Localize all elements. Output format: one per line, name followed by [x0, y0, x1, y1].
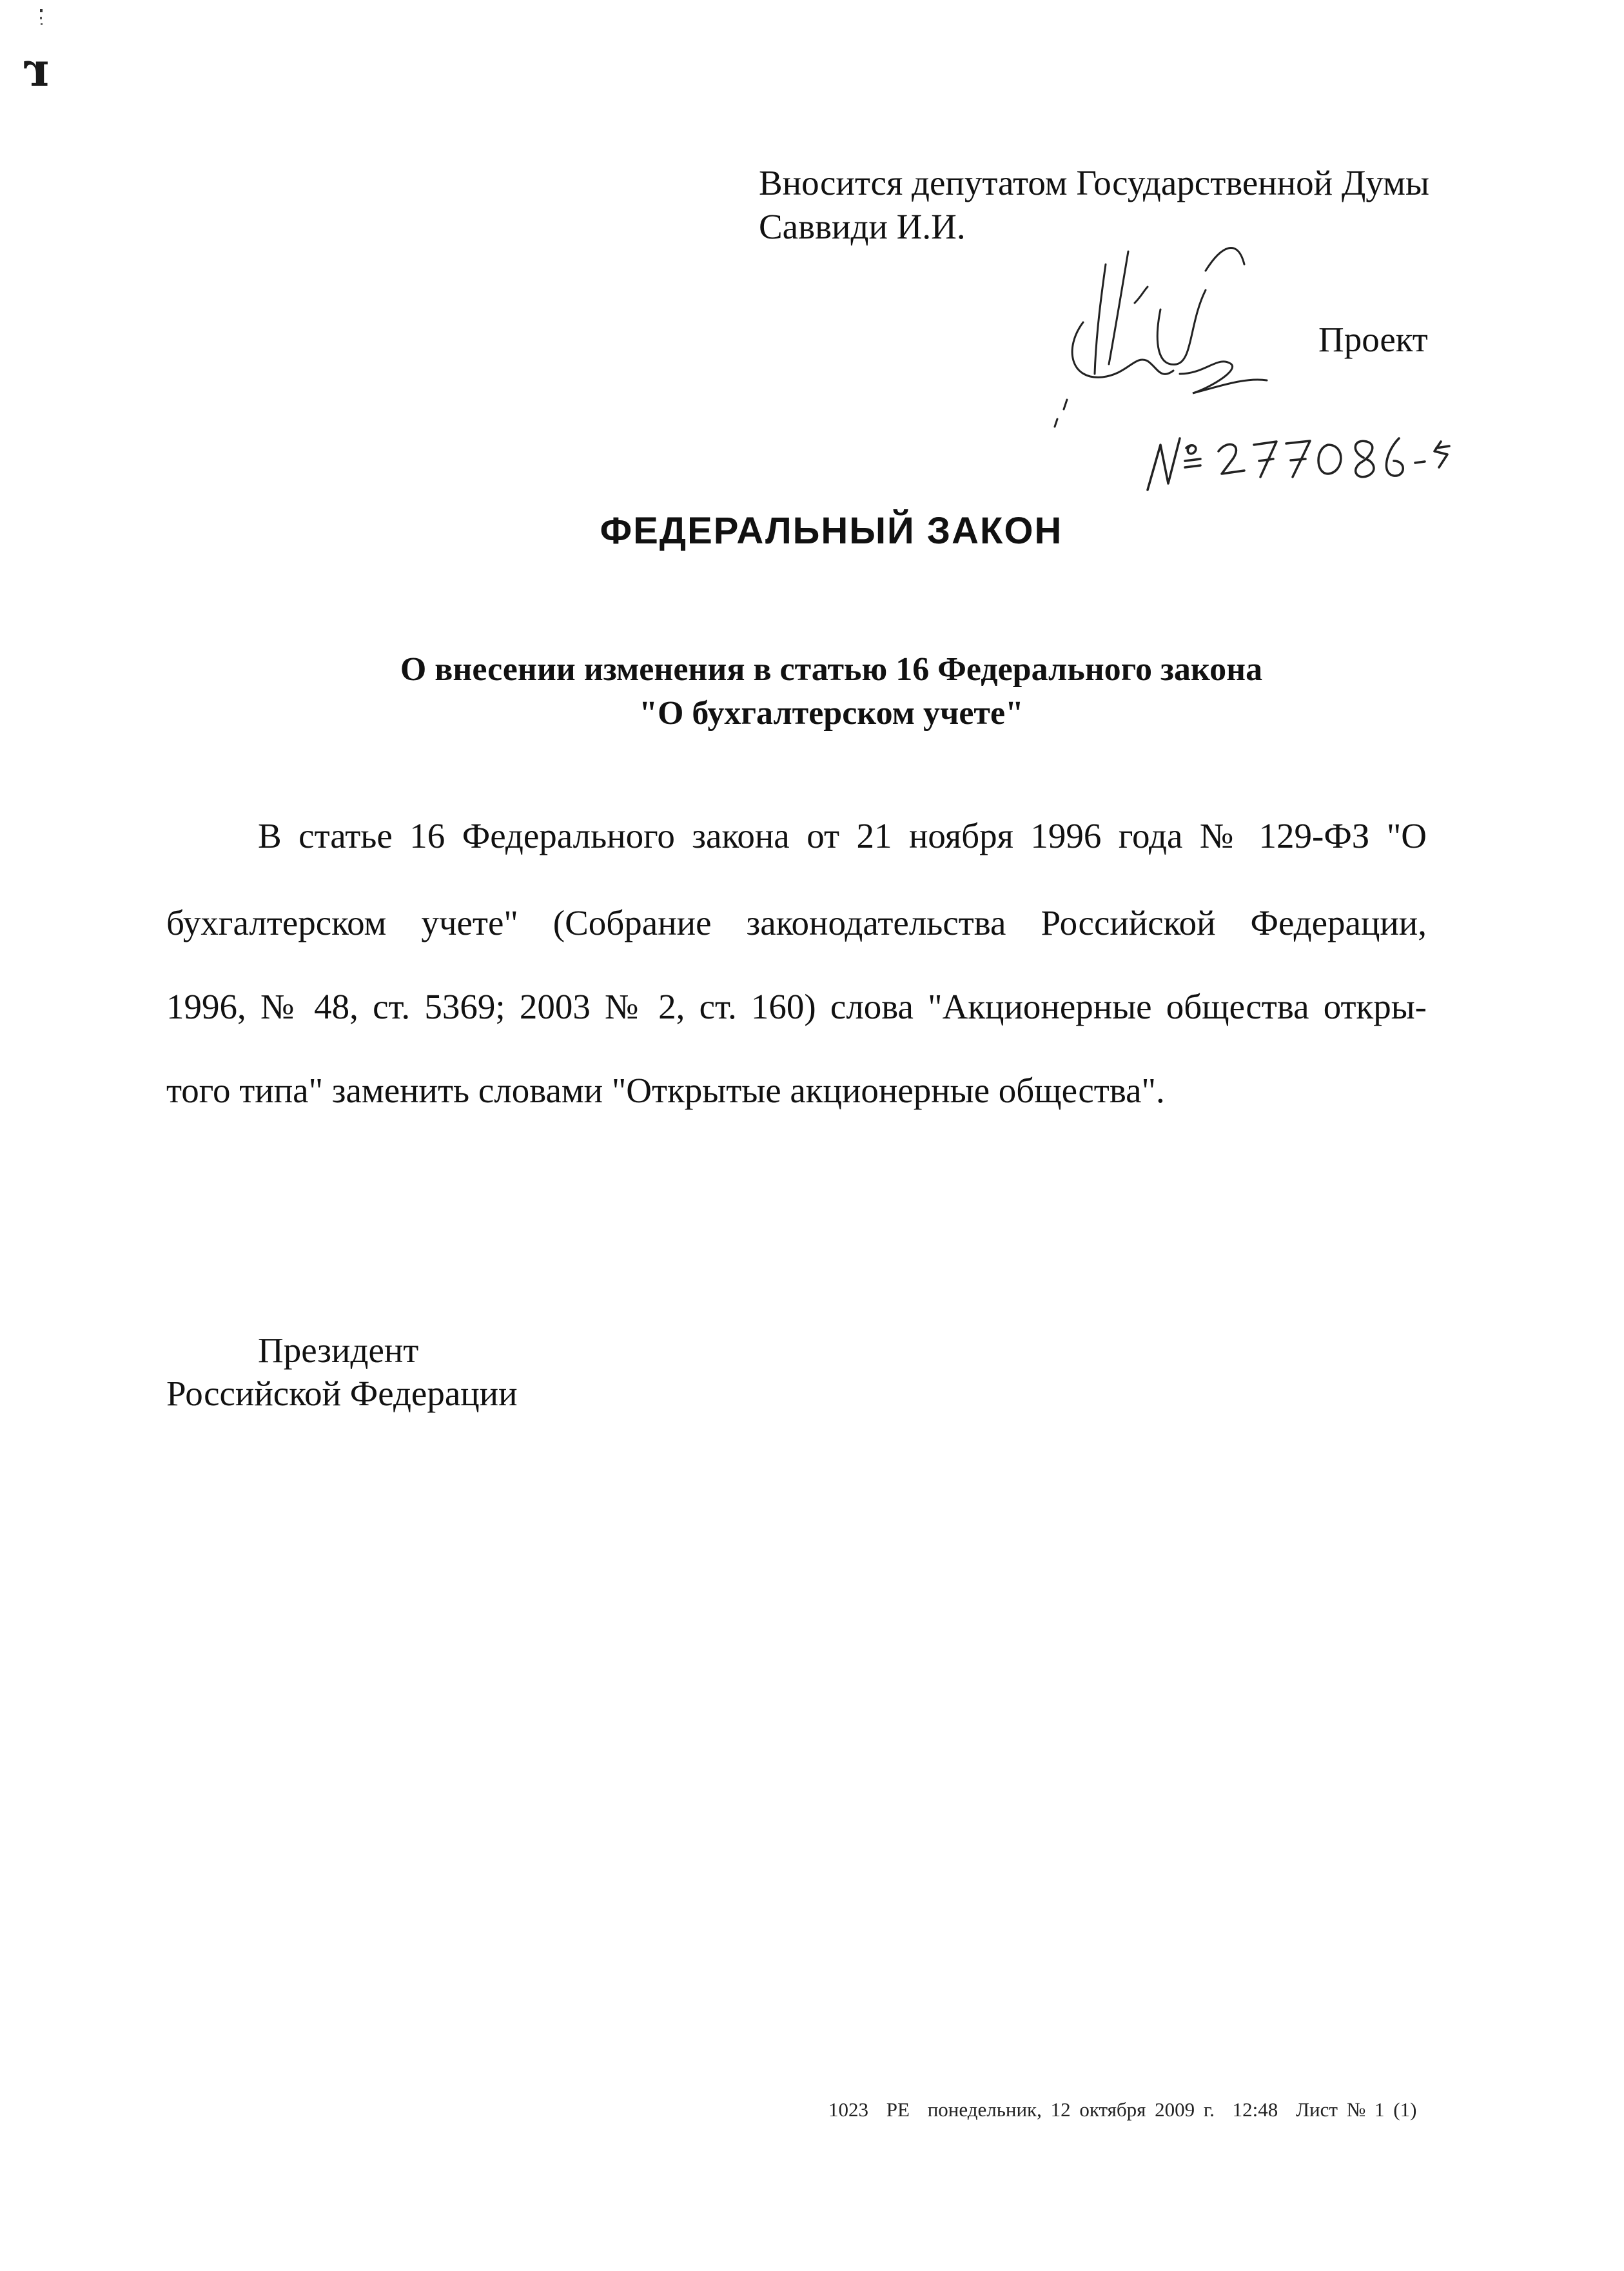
footer-sheet: Лист № 1 (1) [1296, 2098, 1417, 2121]
subtitle-line-2: "О бухгалтерском учете" [639, 695, 1024, 732]
footer-dept: РЕ [886, 2098, 910, 2121]
submitter-line-1: Вносится депутатом Государственной Думы [759, 163, 1429, 202]
subtitle-line-1: О внесении изменения в статью 16 Федерального закона [400, 651, 1263, 688]
corner-registration-mark: r [24, 42, 49, 97]
footer-time: 12:48 [1232, 2098, 1278, 2121]
body-line-1: В статье 16 Федерального закона от 21 ноября 1996 года № 129-ФЗ "О [258, 816, 1427, 855]
project-label: Проект [1318, 320, 1428, 359]
footer-code: 1023 [828, 2098, 868, 2121]
signatory-title-line-1: Президент [258, 1330, 419, 1370]
body-line-4: того типа" заменить словами "Открытые акционерные общества". [166, 1071, 1165, 1110]
footer-date: понедельник, 12 октября 2009 г. [927, 2098, 1215, 2121]
signatory-title-line-2: Российской Федерации [166, 1374, 518, 1413]
scan-speckle [39, 8, 44, 34]
document-subtitle [0, 648, 1624, 736]
body-line-2: бухгалтерском учете" (Собрание законодательства Российской Федерации, [166, 903, 1427, 942]
submitter-line-2: Саввиди И.И. [759, 207, 966, 246]
handwritten-signature [1044, 226, 1315, 445]
document-title: ФЕДЕРАЛЬНЫЙ ЗАКОН [600, 510, 1063, 552]
print-footer [828, 2098, 1425, 2121]
handwritten-registration-number [1141, 413, 1463, 503]
body-line-3: 1996, № 48, ст. 5369; 2003 № 2, ст. 160) слова "Акционерные общества откры- [166, 987, 1427, 1026]
